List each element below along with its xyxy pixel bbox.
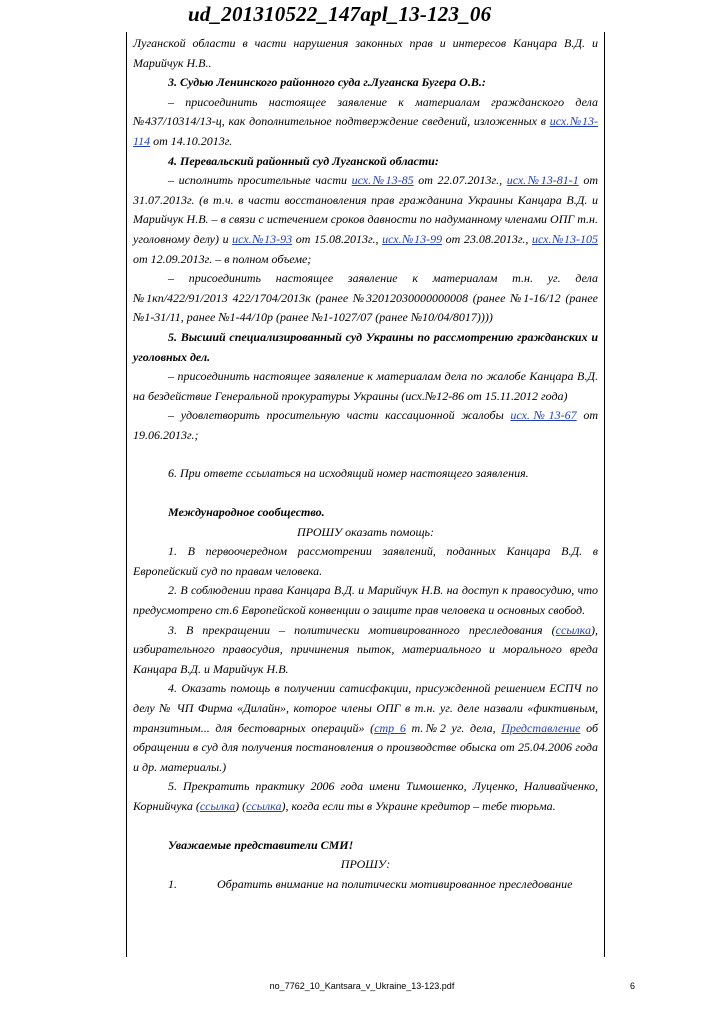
intl-heading: Международное сообщество.	[168, 505, 325, 520]
section-3-item	[133, 93, 598, 152]
ref-link[interactable]: исх.№13-105	[532, 231, 598, 246]
intl-item-2: 2. В соблюдении права Канцара В.Д. и Марийчук Н.В. на доступ к правосудию, что предусмотрено ст.6 Европейской конвенции о защите прав человека и основных свобод.	[133, 583, 598, 618]
ref-link[interactable]: исх.№13-67	[510, 408, 577, 423]
ref-link[interactable]: ссылка	[555, 622, 591, 637]
ref-link[interactable]: исх.№13-85	[351, 173, 414, 188]
section-6-item: 6. При ответе ссылаться на исходящий номер настоящего заявления.	[168, 466, 529, 481]
document-header-title: ud_201310522_147apl_13-123_06	[188, 2, 492, 26]
text: ), когда если ты в Украине кредитор – тебе тюрьма.	[281, 798, 556, 813]
document-body	[133, 34, 598, 894]
text: от 12.09.2013г. – в полном объеме;	[133, 251, 312, 266]
section-4-item-1	[133, 171, 598, 269]
text: – исполнить просительные части	[168, 173, 352, 188]
text: т.№2 уг. дела,	[405, 720, 502, 735]
intl-ask: ПРОШУ оказать помощь:	[297, 524, 434, 539]
text: Обратить внимание на политически мотивированное преследование	[217, 876, 573, 891]
footer-filename: no_7762_10_Kantsara_v_Ukraine_13-123.pdf	[269, 981, 455, 991]
text: от 31.07.2013г. (в т.ч. в части восстановления прав гражданина Украины Канцара В.Д. и Марийчук Н.В. – в связи с истечением сроков давности по надуманному членами ОПГ т.н. уголовному делу) и	[133, 173, 598, 246]
text: 3. В прекращении – политически мотивированного преследования (	[168, 622, 556, 637]
intro-paragraph: Луганской области в части нарушения законных прав и интересов Канцара В.Д. и Марийчук Н.В..	[133, 36, 598, 70]
text: от 19.06.2013г.;	[133, 408, 598, 442]
text: от 23.08.2013г.,	[442, 231, 533, 246]
ref-link[interactable]: исх.№13-93	[232, 231, 293, 246]
intl-item-1: 1. В первоочередном рассмотрении заявлений, поданных Канцара В.Д. в Европейский суд по правам человека.	[133, 544, 598, 578]
text: ) (	[235, 798, 247, 813]
section-5-item-2	[133, 406, 598, 445]
section-3-heading: 3. Судью Ленинского районного суда г.Луганска Бугера О.В.:	[168, 75, 486, 90]
text: 4. Оказать помощь в получении сатисфакции, присужденной решением ЕСПЧ по делу № ЧП Фирма «Дилайн», которое члены ОПГ в т.н. уг. деле назвали «фиктивным, транзитным... для бестоварных операций» (	[133, 681, 598, 735]
text: – удовлетворить просительную части кассационной жалобы	[168, 408, 511, 423]
text: от 15.08.2013г.,	[292, 231, 383, 246]
document-page	[126, 32, 605, 957]
text: об обращении в суд для получения постановления о производстве обыска от 25.04.2006 года и др. материалы.)	[133, 720, 598, 774]
item-number: 1.	[168, 876, 177, 891]
text: 5. Прекратить практику 2006 года имени Тимошенко, Луценко, Наливайченко, Корнийчука (	[133, 779, 598, 813]
section-5-item-1: – присоединить настоящее заявление к материалам дела по жалобе Канцара В.Д. на бездействие Генеральной прокуратуры Украины (исх.№12-86 от 15.11.2012 года)	[133, 369, 598, 403]
text: от 14.10.2013г.	[150, 133, 233, 148]
ref-link[interactable]: исх.№13-81-1	[506, 173, 579, 188]
media-item-1	[133, 875, 598, 895]
media-heading: Уважаемые представители СМИ!	[168, 837, 354, 852]
intl-item-3	[133, 621, 598, 680]
intl-item-5	[133, 777, 598, 816]
footer-page-number: 6	[630, 981, 636, 991]
section-4-item-2: – присоединить настоящее заявление к материалам т.н. уг. дела №1кп/422/91/2013 422/1704/2013к (ранее №32012030000000008 (ранее №1-16/12 (ранее №1-31/11, ранее №1-44/10р (ранее №1-1027/07 (ранее №10/04/8017))))	[133, 271, 598, 325]
text: – присоединить настоящее заявление к материалам гражданского дела №437/10314/13-ц, как дополнительное подтверждение сведений, изложенных в	[133, 94, 598, 129]
text: ), избирательного правосудия, причинения пыток, материального и морального вреда Канцара В.Д. и Марийчук Н.В.	[133, 622, 598, 676]
ref-link[interactable]: исх.№13-114	[133, 114, 598, 148]
ref-link[interactable]: ссылка	[199, 798, 236, 813]
ref-link[interactable]: стр 6	[374, 720, 406, 735]
text: от 22.07.2013г.,	[413, 173, 507, 188]
media-ask: ПРОШУ:	[340, 857, 391, 872]
section-5-heading: 5. Высший специализированный суд Украины по рассмотрению гражданских и уголовных дел.	[133, 329, 598, 364]
ref-link[interactable]: ссылка	[246, 798, 282, 813]
ref-link[interactable]: Представление	[501, 720, 581, 735]
section-4-heading: 4. Перевальский районный суд Луганской области:	[168, 153, 439, 168]
intl-item-4	[133, 679, 598, 777]
ref-link[interactable]: исх.№13-99	[382, 231, 443, 246]
